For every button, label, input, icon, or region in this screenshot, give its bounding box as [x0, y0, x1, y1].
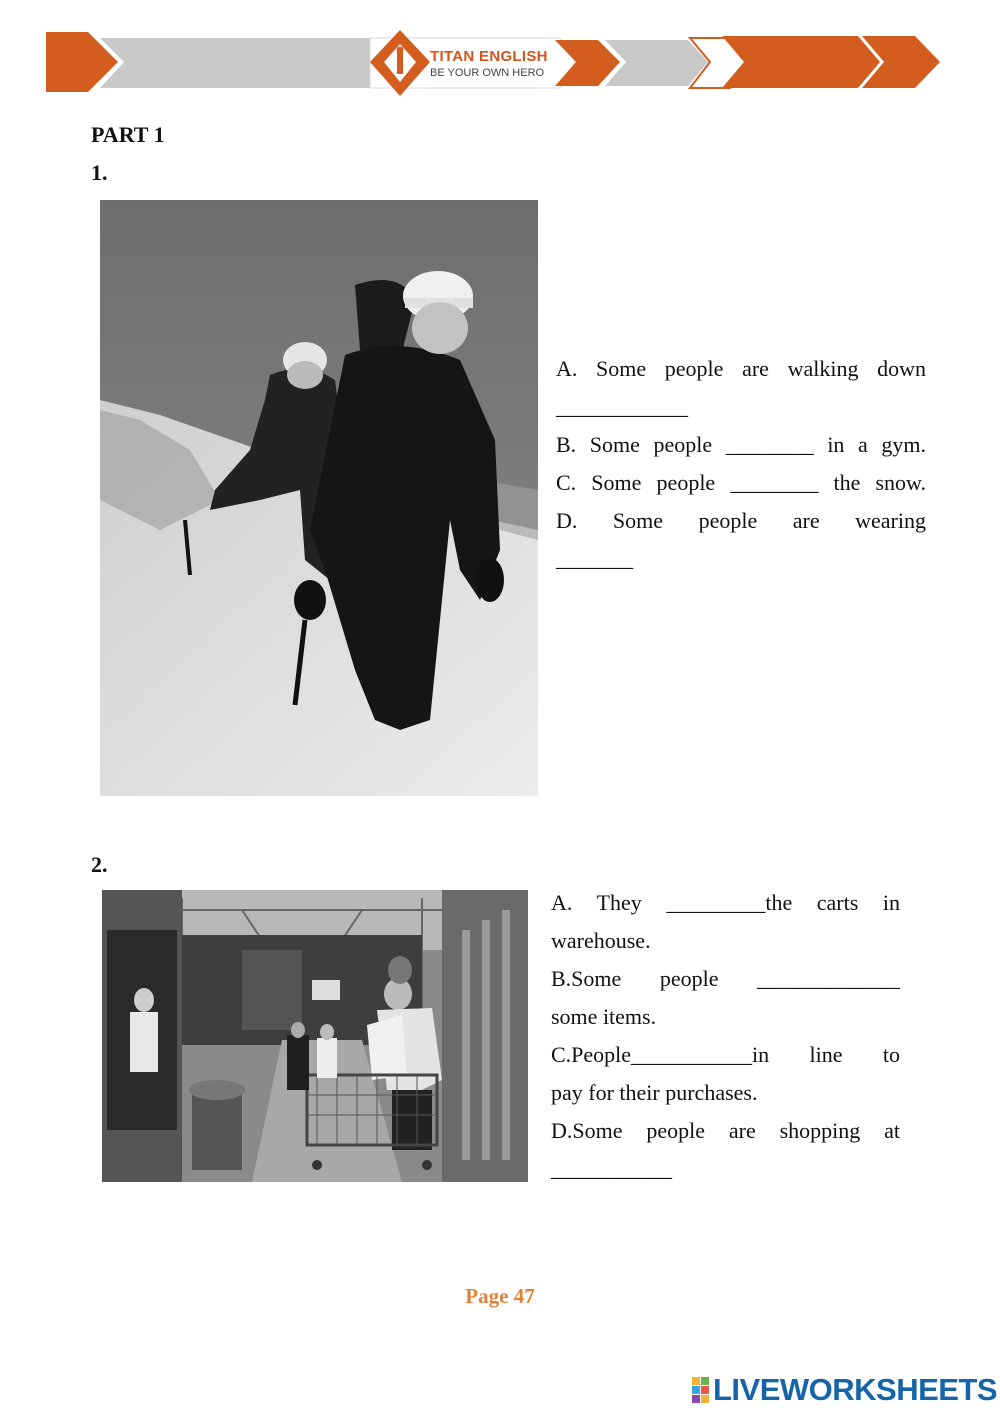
- q2-option-a-cont: warehouse.: [551, 928, 651, 953]
- brand-tagline: BE YOUR OWN HERO: [430, 67, 545, 79]
- q1-option-d-blank[interactable]: _______: [556, 546, 633, 571]
- question-2-options: [551, 884, 900, 1188]
- q1-option-d: D. Some people are wearing: [556, 508, 926, 533]
- q2-option-c: C.People___________in line to: [551, 1042, 900, 1067]
- q1-option-a-blank[interactable]: ____________: [556, 394, 688, 419]
- page-number: Page 47: [465, 1284, 535, 1308]
- liveworksheets-wordmark: LIVEWORKSHEETS: [713, 1372, 998, 1407]
- mountaineers-photo: [100, 200, 538, 796]
- question-1-number: 1.: [91, 160, 108, 185]
- liveworksheets-icon: [692, 1377, 709, 1403]
- header-banner: [0, 0, 1000, 110]
- warehouse-store-photo: [102, 890, 528, 1182]
- question-2-number: 2.: [91, 852, 108, 877]
- part-title: PART 1: [91, 122, 165, 147]
- q2-option-b: B.Some people _____________: [551, 966, 900, 991]
- q1-option-c: C. Some people ________ the snow.: [556, 470, 926, 495]
- brand: [430, 48, 548, 79]
- q2-option-d: D.Some people are shopping at: [551, 1118, 900, 1143]
- brand-name: TITAN ENGLISH: [430, 48, 548, 65]
- q2-option-a: A. They _________the carts in: [551, 890, 900, 915]
- q2-option-d-blank[interactable]: ___________: [551, 1156, 672, 1181]
- question-1-options: [556, 350, 926, 578]
- q2-option-c-cont: pay for their purchases.: [551, 1080, 758, 1105]
- liveworksheets-logo: [692, 1372, 997, 1408]
- question-2-photo: [102, 890, 528, 1182]
- question-1-photo: [100, 200, 538, 796]
- q1-option-b: B. Some people ________ in a gym.: [556, 432, 926, 457]
- q2-option-b-cont: some items.: [551, 1004, 657, 1029]
- q1-option-a: A. Some people are walking down: [556, 356, 926, 381]
